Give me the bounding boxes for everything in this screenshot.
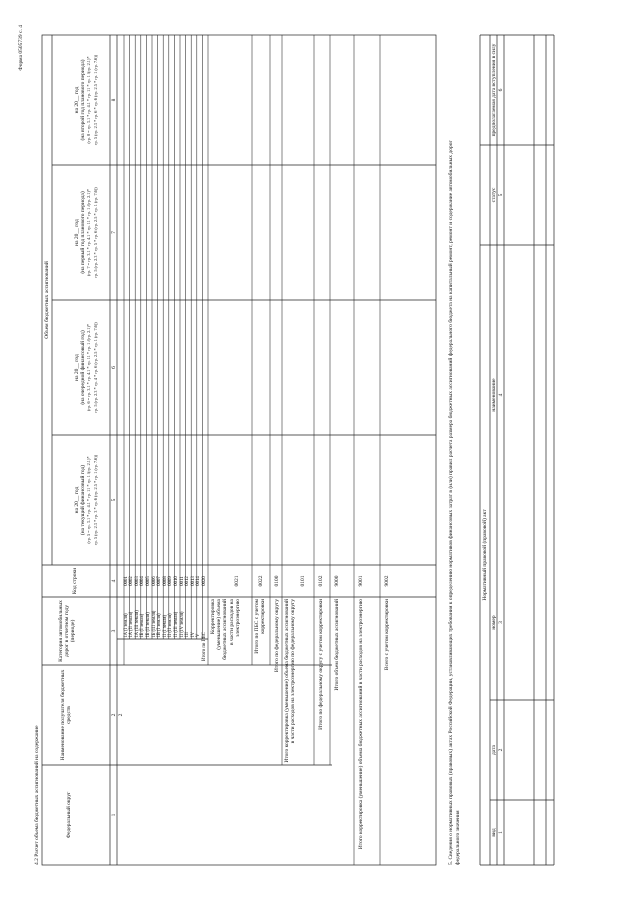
pbs-correction-code: 0021 [234, 575, 240, 587]
col-number-5: 5 [111, 498, 117, 502]
header-road-category: Категория автомобильных дорог в отчетном году (периоде) [58, 600, 77, 662]
col-number-8: 8 [111, 98, 117, 102]
col-number-3: 3 [111, 629, 117, 633]
grand-correction-label: Итого корректировка (уменьшение) объема бюджетных ассигнований в части расходов на электроэнергию [358, 599, 364, 850]
section5-group-header: Нормативный правовой (правовой) акт [482, 509, 488, 601]
grand-total-label: Итого объем бюджетных ассигнований [334, 599, 340, 691]
header-federal-district: Федеральный округ [66, 791, 72, 839]
section5-header-status: статус [491, 187, 497, 203]
category-cell: V [196, 633, 202, 637]
section-title: 4.2 Расчет объема бюджетных ассигнований на содержание [34, 725, 40, 865]
recipient-number: 2 [118, 713, 124, 717]
row-code-cell: 0012 [185, 576, 191, 586]
section5-header-type: вид [491, 828, 497, 837]
fd-correction-code: 0101 [300, 575, 306, 587]
category-cell: IV [190, 631, 196, 637]
row-code-cell: 0005 [145, 576, 151, 586]
section5-number-1: 1 [498, 831, 504, 834]
row-code-cell: 0001 [123, 576, 129, 586]
header-col8: на 20__ год (на второй год планового периода) (гр. 8 = гр. 3.1 * гр. 4.1 * гр. 11 * гр. 1 /(гр. 2.1)* гр. 5 (гр. 2.3 * гр. 6 * гр. 6 (гр. 2.5 * гр. 1 (гр. 7.6)) [74, 54, 98, 146]
category-cell: IA (III земля) [134, 610, 140, 637]
fd-total-code: 0100 [274, 575, 280, 587]
row-code-cell: 0014 [196, 576, 202, 586]
header-recipient: Наименование получателя бюджетных средств [60, 669, 73, 761]
category-cell: Итого по ПБС [201, 632, 207, 661]
fd-correction-label: Итого корректировка (уменьшение) объема бюджетных ассигнований в части расходов на электроэнергию по федеральному округу [284, 599, 297, 763]
row-code-cell: 0010 [173, 576, 179, 586]
grand-all-label: Всего с учетом корректировки [384, 599, 390, 671]
category-cell: II (III земля) [173, 611, 179, 637]
section5-number-2: 2 [498, 748, 504, 752]
col-number-1: 1 [111, 813, 117, 817]
section5-number-5: 5 [498, 193, 504, 197]
section5-header-name: наименование [491, 378, 497, 412]
col-number-6: 6 [111, 366, 117, 369]
section5-number-4: 4 [498, 393, 504, 397]
header-col7: на 20__ год (на первый год планового периода) (гр. 7 = гр. 3.1 * гр. 4.1 * гр. 11 * гр. 1 /(гр. 2.1)* гр. 5 (гр. 2.3 * гр. 5 * гр. 6 (гр. 2.5 * гр. 1 (гр. 7.6)) [74, 187, 98, 278]
header-col6: на 20__ год (на очередной финансовый год) (гр. 6 = гр. 3.1 * гр. 4.1 * гр. 11 * гр. 1 /(гр. 2.1)* гр. 5 (гр. 2.3 * гр. 4 * гр. 6 (гр. 2.5 * гр. 1 (гр. 7.6)) [74, 322, 98, 413]
fd-total-label: Итого по федеральному округу [274, 599, 280, 673]
section5-grid [14, 15, 614, 885]
col-number-2: 2 [111, 713, 117, 717]
row-code-cell: 0006 [151, 576, 157, 586]
form-number: Форма 0505739 с. 4 [18, 25, 24, 71]
row-code-cell: 0009 [168, 576, 174, 586]
fd-total-corrected-label: Итого по федеральному округу с учетом корректировки [318, 599, 324, 730]
section5-header-date: дата [491, 745, 497, 756]
row-code-cell: 0003 [134, 576, 140, 586]
header-row-code: Код строки [72, 567, 78, 595]
section5-header-number: номер [491, 615, 497, 630]
section5-title: 5. Сведения о нормативных правовых (правовых) актах Российской Федерации, устанавливающих требования к определению нормативов финансовых затрат в (или) правил расчета размера бюджетных ассигнований федерального бюджета на капитальный ремонт, ремонт и содержание автомобильных дорог [448, 140, 454, 865]
category-cell: IA (I земля) [123, 613, 129, 637]
header-budget-volume: Объем бюджетных ассигнований [44, 261, 50, 339]
row-code-cell: 0011 [179, 576, 185, 586]
section5-header-effective-date: предполагаемая дата вступления в силу [491, 43, 497, 137]
category-cell: II (IV земля) [179, 611, 185, 637]
row-code-cell: 0020 [201, 576, 207, 586]
category-cell: II (I земля) [162, 614, 168, 637]
pbs-total-corrected-code: 0022 [258, 575, 264, 587]
category-cell: II (II земля) [168, 613, 174, 637]
section5-number-3: 3 [498, 621, 504, 624]
category-cell: IБ (III земля) [151, 610, 157, 637]
pbs-correction-label: Корректировка (уменьшение) объема бюджетных ассигнований в части расходов на электроэнергию [210, 599, 241, 660]
col-number-4: 4 [111, 579, 117, 583]
category-cell: IВ (I земля) [157, 613, 163, 637]
pbs-total-corrected-label: Итого по ПБС с учетом корректировки [254, 599, 267, 654]
header-col5: на 20__ год (на текущий финансовый год) (гр. 5 = гр. 3.1 * гр. 4.1 * гр. 11 * гр. 1 /(гр. 2.1)* гр. 5 (гр. 2.3 * гр. 3 * гр. 6 (гр. 2.5 * гр. 1 (гр. 7.6)) [74, 454, 98, 546]
category-cell: IБ (I земля) [140, 613, 146, 637]
grand-correction-code: 9001 [358, 575, 364, 587]
category-cell: IБ (II земля) [145, 612, 151, 637]
grand-all-code: 9002 [384, 575, 390, 587]
row-code-cell: 0008 [162, 576, 168, 586]
section5-number-6: 6 [498, 88, 504, 92]
col-number-7: 7 [111, 231, 117, 234]
grand-total-code: 9000 [334, 575, 340, 587]
category-cell: IA (II земля) [129, 611, 135, 637]
rotated-form-page [14, 15, 614, 885]
category-cell: III [185, 632, 191, 637]
row-code-cell: 0007 [157, 576, 163, 586]
section5-title-cont: федерального значения [455, 810, 461, 865]
row-code-cell: 0013 [190, 576, 196, 586]
row-code-cell: 0004 [140, 576, 146, 586]
fd-total-corrected-code: 0102 [318, 575, 324, 587]
row-code-cell: 0002 [129, 576, 135, 586]
